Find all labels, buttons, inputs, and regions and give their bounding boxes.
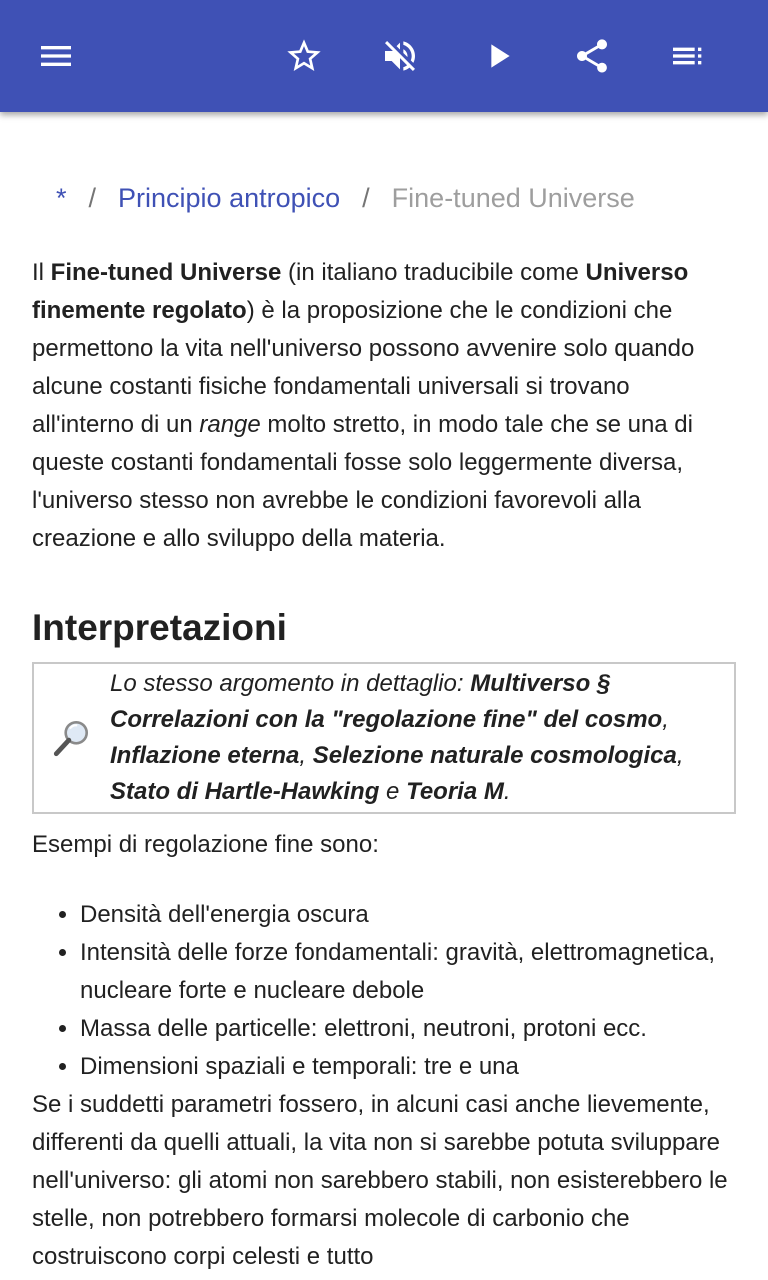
article-content: [32, 112, 736, 1276]
section-heading: Interpretazioni: [32, 607, 287, 648]
share-button[interactable]: [564, 28, 620, 84]
term-range: range: [199, 411, 261, 438]
see-also-sep: ,: [299, 742, 313, 769]
playlist-icon: [668, 36, 708, 76]
intro-text: (in italiano traducibile come: [281, 259, 586, 286]
play-button[interactable]: [470, 28, 526, 84]
see-also-text: [110, 666, 734, 810]
intro-paragraph: [32, 254, 736, 558]
consequences-paragraph: Se i suddetti parametri fossero, in alcuni casi anche lievemente, differenti da quelli attuali, la vita non si sarebbe potuta sviluppare nell'universo: gli atomi non sarebbero stabili, non esisterebbero le stelle, non potrebbero formarsi molecole di carbonio che costruiscono corpi celesti e tutto: [32, 1091, 728, 1270]
contents-button[interactable]: [660, 28, 716, 84]
breadcrumb-separator: /: [362, 183, 370, 213]
breadcrumb-separator: /: [88, 183, 97, 213]
breadcrumb-root-link[interactable]: *: [56, 183, 67, 213]
examples-intro: Esempi di regolazione fine sono:: [32, 831, 379, 858]
mute-button[interactable]: [372, 28, 428, 84]
link-multiverso[interactable]: Multiverso § Correlazioni con la "regolazione fine" del cosmo: [110, 670, 663, 733]
term-universo-finemente-regolato: Universo finemente regolato: [32, 259, 689, 324]
menu-button[interactable]: [28, 28, 84, 84]
see-also-box: [32, 662, 736, 814]
breadcrumb-current: Fine-tuned Universe: [391, 183, 635, 213]
favorite-button[interactable]: [276, 28, 332, 84]
menu-icon: [36, 36, 76, 76]
link-inflazione-eterna[interactable]: Inflazione eterna: [110, 742, 300, 769]
see-also-sep: e: [379, 778, 407, 805]
examples-list: [32, 896, 736, 1086]
share-icon: [572, 36, 612, 76]
volume-off-icon: [380, 36, 420, 76]
star-icon: [284, 36, 324, 76]
term-fine-tuned-universe: Fine-tuned Universe: [50, 259, 282, 286]
play-icon: [478, 36, 518, 76]
intro-text: molto stretto, in modo tale che se una di queste costanti fondamentali fosse solo leggermente diversa, l'universo stesso non avrebbe le condizioni favorevoli alla creazione e allo sviluppo della materia.: [32, 411, 693, 552]
intro-text: ) è la proposizione che le condizioni che permettono la vita nell'universo possono avvenire solo quando alcune costanti fisiche fondamentali universali si trovano all'interno di un: [32, 297, 695, 438]
magnifier-icon: [34, 717, 110, 759]
see-also-prefix: Lo stesso argomento in dettaglio:: [110, 670, 471, 697]
link-hartle-hawking[interactable]: Stato di Hartle-Hawking: [110, 778, 380, 805]
link-selezione-naturale[interactable]: Selezione naturale cosmologica: [312, 742, 677, 769]
list-item: • Densità dell'energia oscura: [80, 896, 736, 934]
list-item: • Dimensioni spaziali e temporali: tre e una: [80, 1048, 736, 1086]
see-also-sep: ,: [662, 706, 669, 733]
list-item: • Massa delle particelle: elettroni, neutroni, protoni ecc.: [80, 1010, 736, 1048]
see-also-end: .: [503, 778, 511, 805]
app-bar: [0, 0, 768, 112]
breadcrumb: [32, 179, 736, 217]
see-also-sep: ,: [676, 742, 684, 769]
breadcrumb-parent-link[interactable]: Principio antropico: [118, 183, 341, 213]
intro-text: Il: [32, 259, 51, 286]
list-item: • Intensità delle forze fondamentali: gravità, elettromagnetica, nucleare forte e nucleare debole: [80, 934, 736, 1010]
link-teoria-m[interactable]: Teoria M: [406, 778, 504, 805]
